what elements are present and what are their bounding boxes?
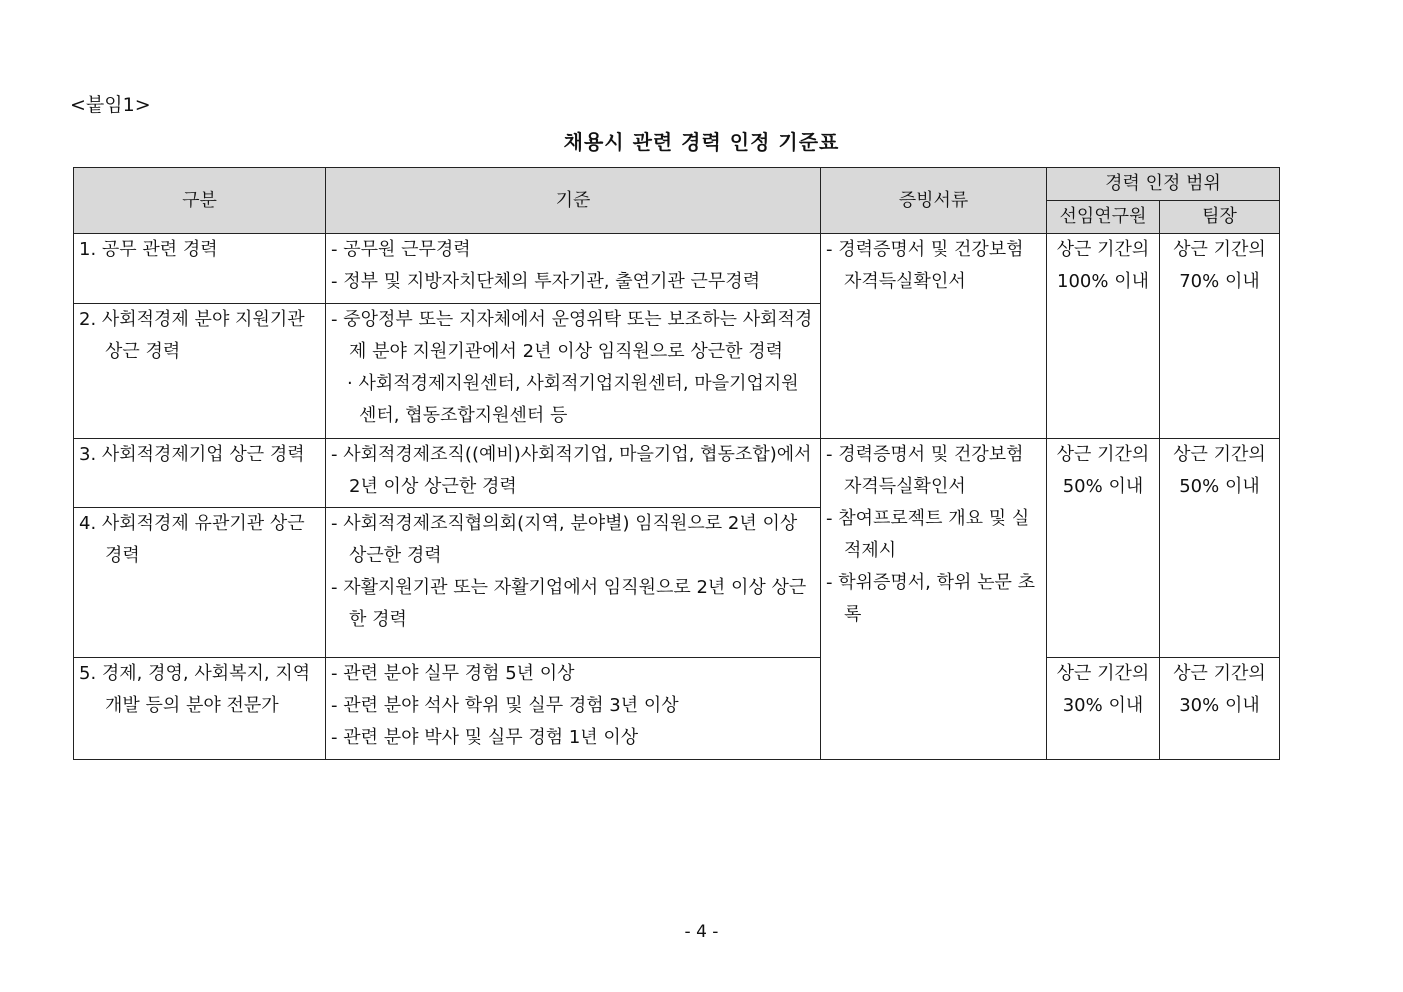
table-row: [74, 234, 1280, 304]
attachment-label: <붙임1>: [70, 94, 151, 116]
criteria-item: - 정부 및 지방자치단체의 투자기관, 출연기관 근무경력: [331, 271, 761, 292]
category-label: 3. 사회적경제기업 상근 경력: [79, 444, 305, 465]
table-row: [74, 658, 1280, 760]
category-cell: [74, 304, 326, 439]
proof-item: - 경력증명서 및 건강보험 자격득실확인서: [826, 239, 1024, 292]
criteria-cell: [326, 508, 821, 658]
page-number: - 4 -: [684, 922, 719, 942]
range-team-lead-cell: 상근 기간의 50% 이내: [1160, 439, 1280, 658]
criteria-cell: [326, 304, 821, 439]
category-cell: [74, 234, 326, 304]
category-cell: [74, 439, 326, 508]
header-category: 구분: [74, 168, 326, 234]
criteria-item: - 관련 분야 박사 및 실무 경험 1년 이상: [331, 727, 639, 748]
range-senior-cell: 상근 기간의 30% 이내: [1047, 658, 1160, 760]
header-senior: 선임연구원: [1047, 201, 1160, 234]
criteria-cell: [326, 658, 821, 760]
criteria-item: - 사회적경제조직((예비)사회적기업, 마을기업, 협동조합)에서 2년 이상 상근한 경력: [331, 444, 812, 497]
header-proof: 증빙서류: [821, 168, 1047, 234]
proof-cell: [821, 234, 1047, 439]
proof-item: - 학위증명서, 학위 논문 초록: [826, 572, 1035, 625]
criteria-item: - 관련 분야 실무 경험 5년 이상: [331, 663, 575, 684]
criteria-item: - 사회적경제조직협의회(지역, 분야별) 임직원으로 2년 이상 상근한 경력: [331, 513, 798, 566]
range-senior-cell: 상근 기간의 50% 이내: [1047, 439, 1160, 658]
header-criteria: 기준: [326, 168, 821, 234]
category-label: 1. 공무 관련 경력: [79, 239, 218, 260]
career-criteria-table: [73, 167, 1280, 760]
criteria-item: - 자활지원기관 또는 자활기업에서 임직원으로 2년 이상 상근한 경력: [331, 577, 807, 630]
proof-cell: [821, 439, 1047, 760]
category-cell: [74, 658, 326, 760]
category-label: 4. 사회적경제 유관기관 상근 경력: [79, 513, 305, 566]
criteria-cell: [326, 234, 821, 304]
category-cell: [74, 508, 326, 658]
proof-item: - 경력증명서 및 건강보험 자격득실확인서: [826, 444, 1024, 497]
range-senior-cell: 상근 기간의 100% 이내: [1047, 234, 1160, 439]
document-title: 채용시 관련 경력 인정 기준표: [563, 130, 840, 154]
category-label: 2. 사회적경제 분야 지원기관 상근 경력: [79, 309, 305, 362]
proof-item: - 참여프로젝트 개요 및 실적제시: [826, 508, 1030, 561]
criteria-cell: [326, 439, 821, 508]
table-header-row: [74, 168, 1280, 201]
criteria-item: - 공무원 근무경력: [331, 239, 471, 260]
header-team-lead: 팀장: [1160, 201, 1280, 234]
table-row: [74, 439, 1280, 508]
criteria-item: - 중앙정부 또는 지자체에서 운영위탁 또는 보조하는 사회적경제 분야 지원기관에서 2년 이상 임직원으로 상근한 경력: [331, 309, 813, 362]
criteria-subitem: · 사회적경제지원센터, 사회적기업지원센터, 마을기업지원센터, 협동조합지원센터 등: [347, 373, 799, 426]
range-team-lead-cell: 상근 기간의 70% 이내: [1160, 234, 1280, 439]
header-range: 경력 인정 범위: [1047, 168, 1280, 201]
category-label: 5. 경제, 경영, 사회복지, 지역개발 등의 분야 전문가: [79, 663, 311, 716]
criteria-item: - 관련 분야 석사 학위 및 실무 경험 3년 이상: [331, 695, 679, 716]
range-team-lead-cell: 상근 기간의 30% 이내: [1160, 658, 1280, 760]
